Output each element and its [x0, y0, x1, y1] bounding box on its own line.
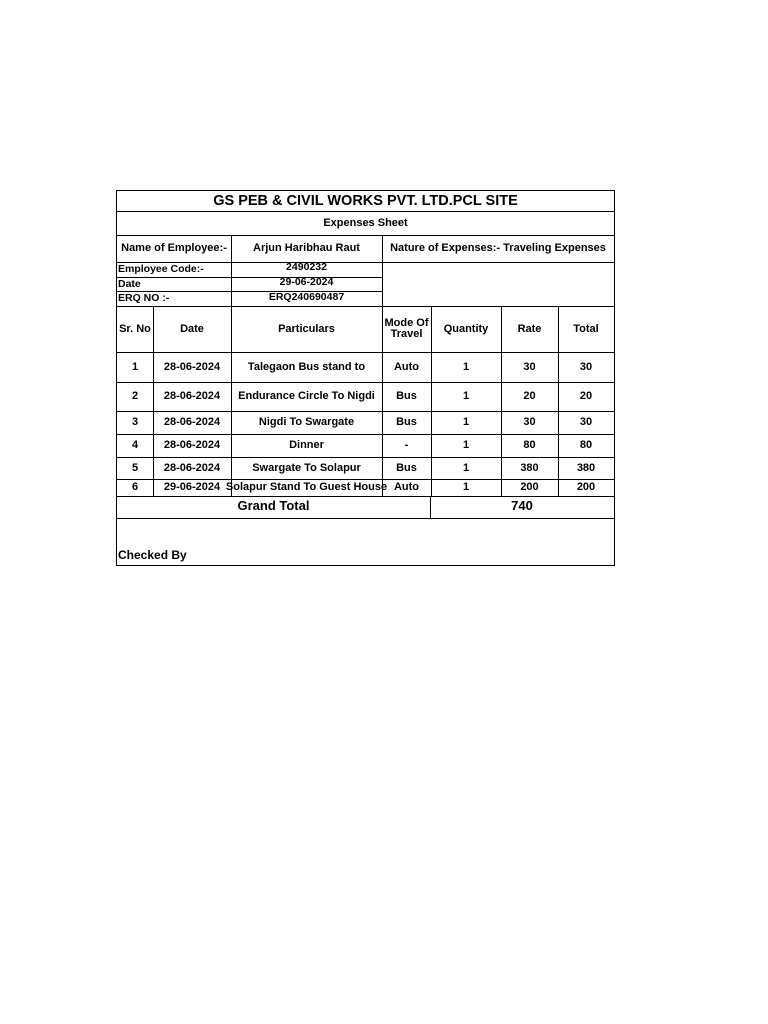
- row-total: 20: [579, 390, 593, 402]
- row-total: 30: [579, 360, 593, 373]
- row-quantity: 1: [462, 439, 470, 451]
- row-date: 29-06-2024: [163, 481, 221, 493]
- row-quantity: 1: [462, 461, 470, 474]
- row-quantity: 1: [462, 416, 470, 428]
- row-total: 80: [579, 439, 593, 451]
- row-particulars: Endurance Circle To Nigdi: [238, 390, 375, 402]
- row-particulars: Dinner: [289, 439, 324, 451]
- expense-nature: Nature of Expenses:- Traveling Expenses: [390, 242, 606, 254]
- column-header-total: Total: [573, 322, 599, 335]
- row-mode: -: [404, 439, 409, 451]
- row-sr: 1: [131, 360, 139, 373]
- row-rate: 30: [523, 416, 536, 428]
- row-date: 28-06-2024: [163, 461, 221, 474]
- column-header-mode-line2: Travel: [390, 328, 423, 340]
- row-mode: Auto: [393, 360, 420, 373]
- row-mode: Bus: [396, 390, 417, 402]
- row-quantity: 1: [462, 360, 470, 373]
- row-date: 28-06-2024: [163, 416, 221, 428]
- row-sr: 3: [131, 416, 139, 428]
- date-label: Date: [118, 277, 141, 290]
- row-date: 28-06-2024: [163, 439, 221, 451]
- company-title: GS PEB & CIVIL WORKS PVT. LTD.PCL SITE: [213, 192, 518, 209]
- column-header-rate: Rate: [517, 322, 542, 335]
- row-rate: 380: [520, 461, 539, 474]
- sheet-title: Expenses Sheet: [323, 216, 408, 229]
- column-header-date: Date: [180, 322, 204, 335]
- row-total: 200: [576, 481, 596, 493]
- employee-name-value: Arjun Haribhau Raut: [253, 242, 360, 254]
- employee-code-value: 2490232: [286, 261, 327, 273]
- employee-code-label: Employee Code:-: [118, 263, 204, 275]
- row-particulars: Solapur Stand To Guest House: [225, 481, 388, 493]
- row-total: 380: [576, 461, 596, 474]
- row-rate: 200: [520, 481, 539, 493]
- row-rate: 30: [523, 360, 536, 373]
- column-header-quantity: Quantity: [443, 322, 489, 335]
- row-date: 28-06-2024: [163, 360, 221, 373]
- employee-name-label: Name of Employee:-: [121, 242, 227, 254]
- row-date: 28-06-2024: [163, 390, 221, 402]
- row-total: 30: [579, 416, 593, 428]
- grand-total-label: Grand Total: [237, 497, 310, 513]
- checked-by: Checked By: [118, 547, 187, 562]
- row-rate: 20: [523, 390, 536, 402]
- row-sr: 6: [131, 481, 139, 493]
- rule: [382, 262, 383, 306]
- column-header-sr: Sr. No: [119, 322, 151, 335]
- column-header-particulars: Particulars: [278, 322, 335, 335]
- row-quantity: 1: [462, 481, 470, 493]
- row-sr: 4: [131, 439, 139, 451]
- row-mode: Bus: [396, 416, 417, 428]
- expenses-sheet: [116, 190, 615, 566]
- erq-label: ERQ NO :-: [118, 292, 170, 304]
- column-header-mode-line1: Mode Of: [384, 317, 429, 329]
- rule: [117, 518, 614, 519]
- row-particulars: Talegaon Bus stand to: [247, 360, 366, 373]
- row-sr: 2: [131, 390, 139, 402]
- column-header-mode: [382, 306, 431, 352]
- row-particulars: Nigdi To Swargate: [258, 416, 355, 428]
- erq-value: ERQ240690487: [268, 290, 345, 303]
- row-quantity: 1: [462, 390, 470, 402]
- date-value: 29-06-2024: [279, 276, 334, 288]
- row-rate: 80: [523, 439, 536, 451]
- grand-total-value: 740: [511, 497, 533, 513]
- row-mode: Bus: [396, 461, 417, 474]
- row-mode: Auto: [393, 481, 420, 493]
- row-sr: 5: [131, 461, 139, 474]
- row-particulars: Swargate To Solapur: [252, 461, 361, 474]
